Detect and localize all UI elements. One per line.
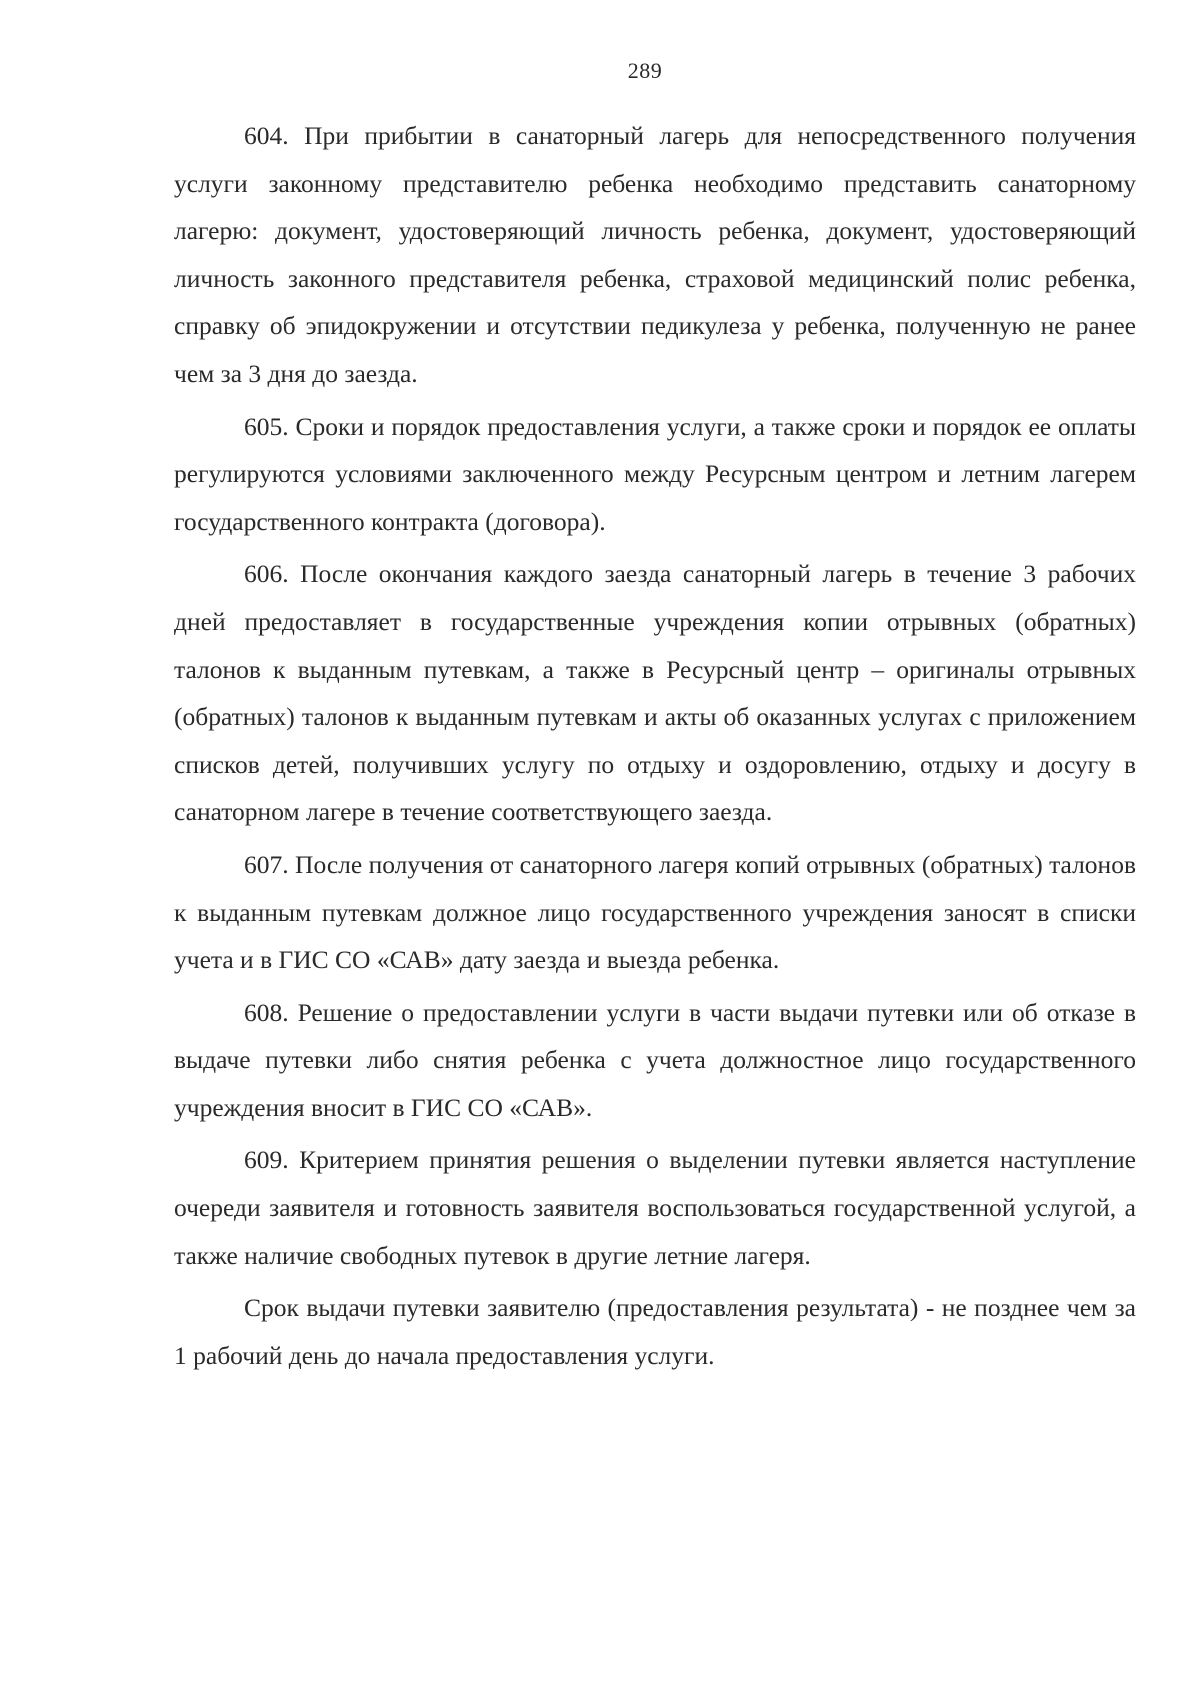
paragraph-605: 605. Сроки и порядок предоставления услуги, а также сроки и порядок ее оплаты регулируются условиями заключенного между Ресурсным центром и летним лагерем государственного контракта (договора). xyxy=(174,411,1136,536)
paragraph-607: 607. После получения от санаторного лагеря копий отрывных (обратных) талонов к выданным путевкам должное лицо государственного учреждения заносят в списки учета и в ГИС СО «САВ» дату заезда и выезда ребенка. xyxy=(174,849,1136,975)
paragraph-609: 609. Критерием принятия решения о выделении путевки является наступление очереди заявителя и готовность заявителя воспользоваться государственной услугой, а также наличие свободных путевок в другие летние лагеря. xyxy=(174,1145,1136,1270)
document-body xyxy=(174,112,1136,1379)
paragraph-issue-deadline: Срок выдачи путевки заявителю (предоставления результата) - не позднее чем за 1 рабочий день до начала предоставления услуги. xyxy=(174,1293,1136,1370)
paragraph-606: 606. После окончания каждого заезда санаторный лагерь в течение 3 рабочих дней предоставляет в государственные учреждения копии отрывных (обратных) талонов к выданным путевкам, а также в Ресурсный центр – оригиналы отрывных (обратных) талонов к выданным путевкам и акты об оказанных услугах с приложением списков детей, получивших услугу по отдыху и оздоровлению, отдыху и досугу в санаторном лагере в течение соответствующего заезда. xyxy=(174,559,1136,827)
page-number: 289 xyxy=(627,58,663,83)
paragraph-608: 608. Решение о предоставлении услуги в части выдачи путевки или об отказе в выдаче путевки либо снятия ребенка с учета должностное лицо государственного учреждения вносит в ГИС СО «САВ». xyxy=(174,997,1136,1122)
paragraph-604: 604. При прибытии в санаторный лагерь для непосредственного получения услуги законному представителю ребенка необходимо представить санаторному лагерю: документ, удостоверяющий личность ребенка, документ, удостоверяющий личность законного представителя ребенка, страховой медицинский полис ребенка, справку об эпидокружении и отсутствии педикулеза у ребенка, полученную не ранее чем за 3 дня до заезда. xyxy=(174,121,1136,388)
